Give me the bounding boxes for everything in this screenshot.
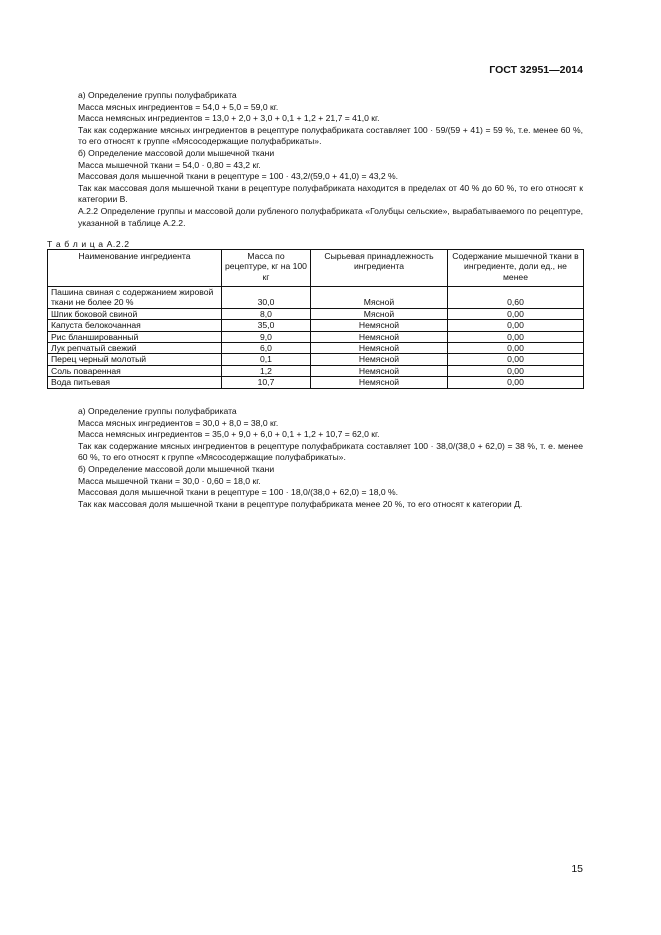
cell-raw-type: Мясной	[311, 308, 448, 319]
cell-ingredient-name: Рис бланшированный	[48, 331, 222, 342]
paragraph: Масса немясных ингредиентов = 35,0 + 9,0 + 6,0 + 0,1 + 1,2 + 10,7 = 62,0 кг.	[78, 429, 380, 440]
paragraph: Так как содержание мясных ингредиентов в рецептуре полуфабриката составляет 100 · 59/(59 + 41) = 59 %, т.е. менее 60 %, то его относят к группе «Мясосодержащие полуфабрикаты».	[78, 124, 583, 147]
header-ingredient-name: Наименование ингредиента	[48, 250, 222, 287]
cell-raw-type: Немясной	[311, 354, 448, 365]
table-row	[48, 320, 584, 331]
table-row	[48, 343, 584, 354]
cell-ingredient-name: Шпик боковой свиной	[48, 308, 222, 319]
cell-raw-type: Немясной	[311, 365, 448, 376]
table-row	[48, 377, 584, 388]
table-header-row	[48, 250, 584, 287]
cell-muscle-content: 0,00	[448, 354, 584, 365]
cell-raw-type: Немясной	[311, 320, 448, 331]
cell-mass: 8,0	[222, 308, 311, 319]
paragraph: Масса мышечной ткани = 30,0 · 0,60 = 18,0 кг.	[78, 475, 261, 486]
cell-mass: 0,1	[222, 354, 311, 365]
cell-ingredient-name: Капуста белокочанная	[48, 320, 222, 331]
table-row	[48, 365, 584, 376]
cell-muscle-content: 0,00	[448, 331, 584, 342]
paragraph: Так как массовая доля мышечной ткани в рецептуре полуфабриката находится в пределах от 40 % до 60 %, то его относят к категории В.	[78, 182, 583, 205]
paragraph: Так как содержание мясных ингредиентов в рецептуре полуфабриката составляет 100 · 38,0/(38,0 + 62,0) = 38 %, т. е. менее 60 %, то его относят к группе «Мясосодержащие полуфабрикаты».	[78, 440, 583, 463]
cell-ingredient-name: Вода питьевая	[48, 377, 222, 388]
cell-ingredient-name: Лук репчатый свежий	[48, 343, 222, 354]
paragraph: Масса мышечной ткани = 54,0 · 0,80 = 43,2 кг.	[78, 159, 261, 170]
paragraph: Масса мясных ингредиентов = 54,0 + 5,0 = 59,0 кг.	[78, 101, 279, 112]
document-header: ГОСТ 32951—2014	[489, 64, 583, 76]
table-caption: Т а б л и ц а А.2.2	[47, 239, 130, 249]
paragraph: Массовая доля мышечной ткани в рецептуре = 100 · 18,0/(38,0 + 62,0) = 18,0 %.	[78, 487, 399, 498]
paragraph: б) Определение массовой доли мышечной ткани	[78, 147, 275, 158]
table-row	[48, 287, 584, 309]
text-block-top	[47, 90, 583, 229]
cell-muscle-content: 0,00	[448, 308, 584, 319]
paragraph: Масса мясных ингредиентов = 30,0 + 8,0 = 38,0 кг.	[78, 417, 279, 428]
cell-ingredient-name: Перец черный молотый	[48, 354, 222, 365]
cell-mass: 30,0	[222, 287, 311, 309]
cell-ingredient-name: Соль поваренная	[48, 365, 222, 376]
paragraph: А.2.2 Определение группы и массовой доли рубленого полуфабриката «Голубцы сельские», вырабатываемого по рецептуре, указанной в таблице А.2.2.	[78, 205, 583, 228]
cell-muscle-content: 0,60	[448, 287, 584, 309]
cell-muscle-content: 0,00	[448, 377, 584, 388]
paragraph: Так как массовая доля мышечной ткани в рецептуре полуфабриката менее 20 %, то его относят к категории Д.	[78, 498, 523, 509]
cell-raw-type: Немясной	[311, 343, 448, 354]
table-row	[48, 331, 584, 342]
paragraph: а) Определение группы полуфабриката	[78, 90, 237, 100]
cell-mass: 1,2	[222, 365, 311, 376]
cell-mass: 35,0	[222, 320, 311, 331]
page-number: 15	[571, 863, 583, 875]
cell-muscle-content: 0,00	[448, 343, 584, 354]
cell-raw-type: Немясной	[311, 377, 448, 388]
paragraph: Масса немясных ингредиентов = 13,0 + 2,0 + 3,0 + 0,1 + 1,2 + 21,7 = 41,0 кг.	[78, 113, 380, 124]
cell-ingredient-name: Пашина свиная с содержанием жировой ткани не более 20 %	[48, 287, 222, 309]
cell-raw-type: Немясной	[311, 331, 448, 342]
ingredients-table	[47, 249, 584, 389]
cell-mass: 10,7	[222, 377, 311, 388]
header-raw-type: Сырьевая принадлежность ингредиента	[311, 250, 448, 287]
cell-mass: 9,0	[222, 331, 311, 342]
cell-raw-type: Мясной	[311, 287, 448, 309]
text-block-bottom	[47, 406, 583, 510]
paragraph: Массовая доля мышечной ткани в рецептуре = 100 · 43,2/(59,0 + 41,0) = 43,2 %.	[78, 171, 399, 182]
cell-mass: 6,0	[222, 343, 311, 354]
header-mass: Масса по рецептуре, кг на 100 кг	[222, 250, 311, 287]
paragraph: а) Определение группы полуфабриката	[78, 406, 237, 416]
header-muscle-content: Содержание мышечной ткани в ингредиенте, доли ед., не менее	[448, 250, 584, 287]
table-row	[48, 308, 584, 319]
cell-muscle-content: 0,00	[448, 320, 584, 331]
cell-muscle-content: 0,00	[448, 365, 584, 376]
paragraph: б) Определение массовой доли мышечной ткани	[78, 463, 275, 474]
table-row	[48, 354, 584, 365]
